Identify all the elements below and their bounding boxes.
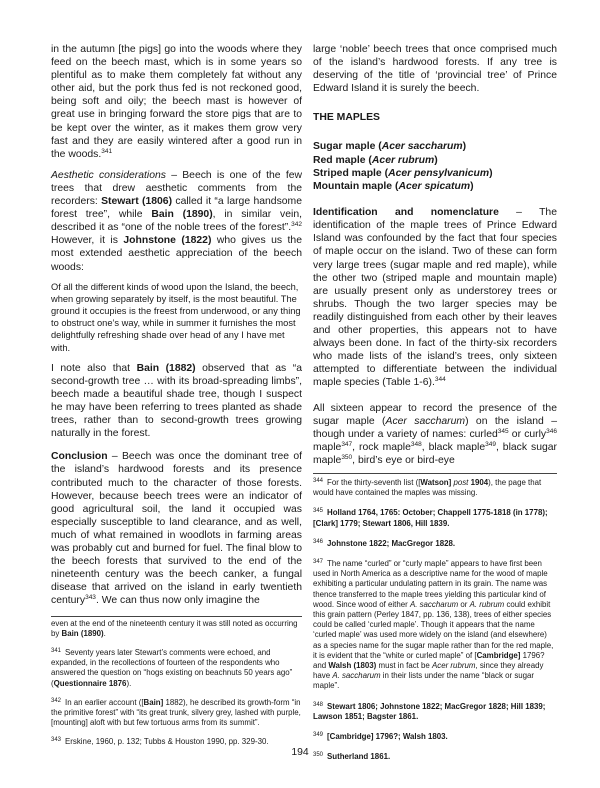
species-mountain-maple: Mountain maple (Acer spicatum): [313, 180, 474, 192]
footnote-342: $^{342}$ In an earlier account ([Bain] 1882), he described its growth-form “in the primitive forest” with “its great trunk, silvery grey, lashed with purple, [mounting] aloft with but few tortuous arms from its summit”.: [51, 697, 301, 728]
left-column: [51, 43, 302, 748]
section-heading-identification: Identification and nomenclature: [313, 207, 499, 219]
footnote-343: $^{343}$ Erskine, 1960, p. 132; Tubbs & Houston 1990, pp. 329-30.: [51, 737, 269, 747]
paragraph-provincial-tree: large ‘noble’ beech trees that once comprised much of the island’s hardwood forests. If any tree is deserving of the title of ‘provincial tree’ of Prince Edward Island it is surely the beech.: [313, 44, 557, 95]
footnote-350: $^{350}$ Sutherland 1861.: [313, 752, 391, 762]
footnote-348: $^{348}$ Stewart 1806; Johnstone 1822; MacGregor 1828; Hill 1839; Lawson 1851; Bagster 1861.: [313, 701, 546, 721]
footnote-344: $^{344}$ For the thirty-seventh list ([Watson] post 1904), the page that would have contained the maples was missing.: [313, 477, 542, 498]
footnote-ref: 341: [101, 147, 113, 155]
species-list: [313, 140, 557, 193]
footnote-ref: 343: [85, 594, 96, 602]
footnote-ref: 344: [434, 376, 446, 384]
footnote-rule: [51, 616, 302, 617]
footnote-341: $^{341}$ Seventy years later Stewart’s comments were echoed, and expanded, in the recollections of fourteen of the respondents who answered the question on “hogs existing on beachnuts 50 years ago” (Questionnaire 1876).: [51, 647, 293, 688]
section-heading-aesthetic: Aesthetic considerations: [51, 169, 166, 181]
paragraph-shade-tree: I note also that Bain (1882) observed that as “a second-growth tree … with its broad-spreading limbs”, beech made a beautiful shade tree, though I suspect he may have been referring to trees planted as shade trees, rather than to second-growth trees growing naturally in the forest.: [51, 362, 302, 440]
species-sugar-maple: Sugar maple (Acer saccharum): [313, 141, 467, 153]
species-striped-maple: Striped maple (Acer pensylvanicum): [313, 167, 493, 179]
paragraph-aesthetic: Aesthetic considerations – Beech is one of the few trees that drew aesthetic comments from the recorders: Stewart (1806) called it “a large handsome forest tree”, while Bain (1890), in similar vein, described it as “one of the noble trees of the forest”.$^{342}$ However, it is Johnstone (1822) who gives us the most extended aesthetic appreciation of the beech woods:: [51, 169, 302, 273]
footnote-rule: [313, 473, 557, 474]
paragraph-sugar-maple-names: All sixteen appear to record the presence of the sugar maple (Acer saccharum) on the island – though under a variety of names: curled$^{345}$ or curly$^{346}$ maple$^{347}$, rock maple$^{348}$, black maple$^{349}$, black sugar maple$^{350}$, bird’s eye or bird-eye: [313, 402, 557, 466]
section-heading-conclusion: Conclusion: [51, 451, 108, 463]
block-quote: Of all the different kinds of wood upon the Island, the beech, when growing separately by itself, is the most beautiful. The ground it occupies is the freest from underwood, or any thing to obstruct one’s way, while in summer it furnishes the most delightfully refreshing shade over head of any I have met with.: [51, 281, 301, 353]
paragraph-beech-mast: in the autumn [the pigs] go into the woods where they feed on the beech mast, which is in some years so plentiful as to make them completely fat without any other aid, but the pork thus fed is not reckoned good, being soft and oily; the beech mast is however of great use in bringing forward the store pigs that are to be kept over the winter, as it makes them grow very fast and they are easily wintered after a good run in the woods.$^{341}$: [51, 44, 302, 160]
section-heading-maples: THE MAPLES: [313, 112, 380, 124]
species-red-maple: Red maple (Acer rubrum): [313, 154, 438, 166]
footnote-ref: 342: [291, 221, 302, 229]
page-number: 194: [291, 747, 309, 758]
footnote-346: $^{346}$ Johnstone 1822; MacGregor 1828.: [313, 538, 456, 548]
footnote-continued: even at the end of the nineteenth century it was still noted as occurring by Bain (1890).: [51, 618, 298, 638]
footnote-347: $^{347}$ The name “curled” or “curly maple” appears to have first been used in North America as a descriptive name for the wood of maple exhibiting a particular undulating pattern in its grain. The name was thence transferred to the maple trees yielding this particular kind of wood. Since wood of either A. saccharum or A. rubrum could exhibit this grain pattern (Perley 1847, pp. 136, 138), trees of either species could be called ‘curled maple’. Though it appears that the name ‘curled maple’ was used more widely on the island (and elsewhere) as a species name for the sugar maple rather than for the red maple, it is evident that the “white or curled maple” of [Cambridge] 1796? and Walsh (1803) must in fact be Acer rubrum, since they already have A. saccharum in their lists under the name “black or sugar maple”.: [313, 558, 554, 691]
paragraph-identification: Identification and nomenclature – The identification of the maple trees of Prince Edward Island was confounded by the fact that four species of maple occur on the island. Two of these can form very large trees (sugar maple and red maple), while the other two (striped maple and mountain maple) are usually present only as understorey trees or shrubs. Though the two larger species may be readily distinguished from each other by their leaves and other properties, this appears not to have always been done. In fact of the thirty-six recorders who made lists of the island’s trees, only sixteen attempted to differentiate between the individual maple species (Table 1-6).$^{344}$: [313, 207, 557, 389]
right-column: [313, 43, 557, 762]
footnote-345: $^{345}$ Holland 1764, 1765: October; Chappell 1775-1818 (in 1778); [Clark] 1779; Stewart 1806, Hill 1839.: [313, 508, 548, 528]
paragraph-conclusion: Conclusion – Beech was once the dominant tree of the island’s hardwood forests and its presence contributed much to the character of those forests. However, because beech trees were an indicator of good agricultural soil, the land it occupied was especially susceptible to land clearance, and as well, much of what remained in woodlots in farming areas was probably cut and burned for fuel. The final blow to the beech forests that survived to the end of the nineteenth century was the beech canker, a fungal disease that arrived on the island in early twentieth century$^{343}$. We can thus now only imagine the: [51, 451, 302, 607]
footnote-349: $^{349}$ [Cambridge] 1796?; Walsh 1803.: [313, 732, 448, 742]
